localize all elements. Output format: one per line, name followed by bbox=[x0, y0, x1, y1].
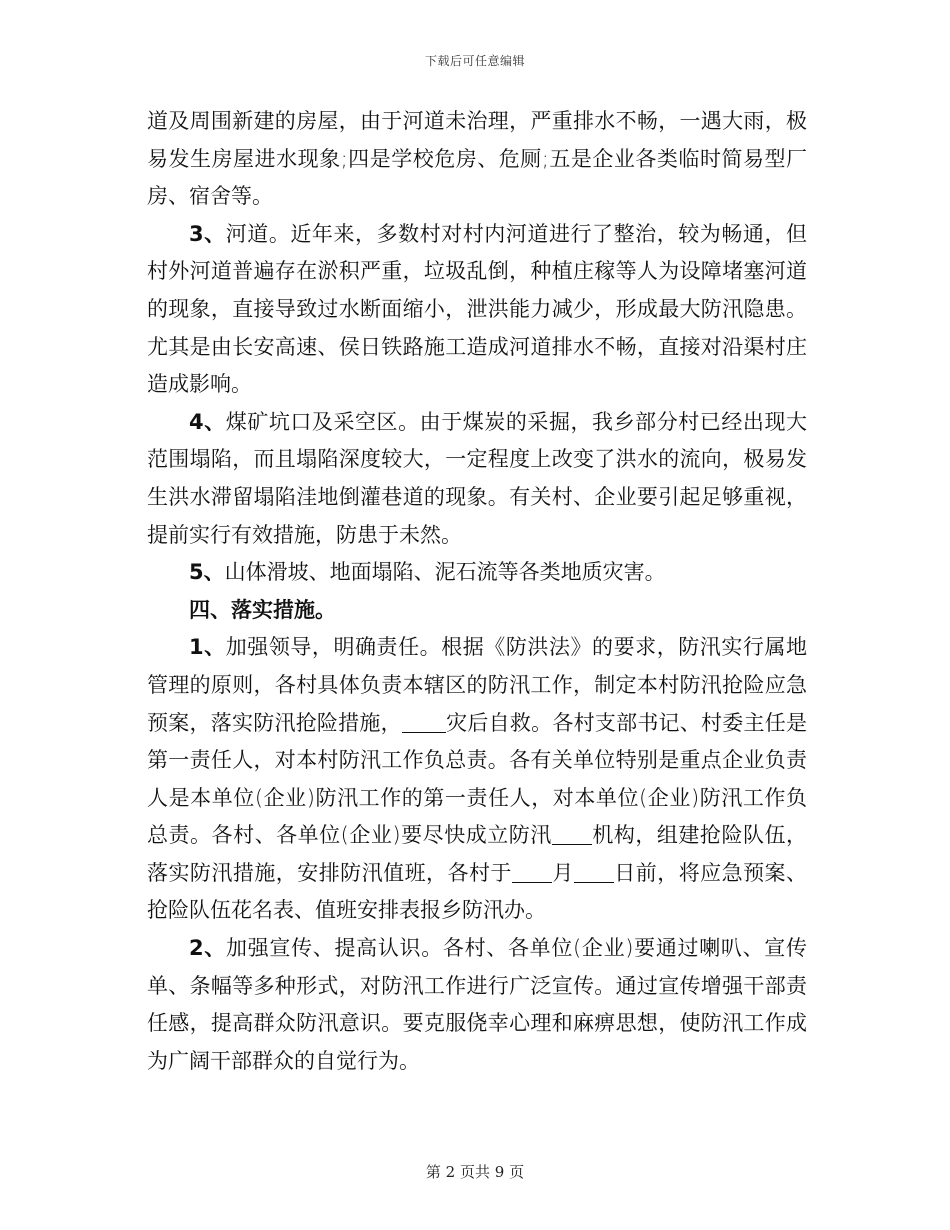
paragraph-geological-hazards bbox=[147, 554, 807, 592]
paragraph-rivers bbox=[147, 216, 807, 404]
fill-in-blank bbox=[574, 861, 614, 883]
item-number: 3、 bbox=[189, 221, 226, 246]
paragraph-leadership bbox=[147, 629, 807, 930]
document-body bbox=[147, 103, 807, 1080]
paragraph-text: 山体滑坡、地面塌陷、泥石流等各类地质灾害。 bbox=[224, 560, 666, 585]
paragraph-text: 机构，组建抢险队伍，落实防汛措施，安排防汛值班，各村于 bbox=[147, 823, 807, 885]
fill-in-blank bbox=[552, 823, 592, 845]
paragraph-text: 加强领导，明确责任。根据《防洪法》的要求，防汛实行属地管理的原则，各村具体负责本辖区的防汛工作，制定本村防汛抢险应急预案，落实防汛抢险措施， bbox=[147, 635, 807, 735]
item-number: 4、 bbox=[189, 409, 226, 434]
item-number: 1、 bbox=[189, 635, 226, 660]
page-number: 第 2 页共 9 页 bbox=[425, 1163, 525, 1181]
paragraph-publicity bbox=[147, 930, 807, 1080]
item-number: 2、 bbox=[189, 936, 226, 961]
item-number: 5、 bbox=[189, 560, 225, 585]
section-heading: 四、落实措施。 bbox=[189, 597, 336, 622]
paragraph-text: 月 bbox=[551, 860, 574, 885]
paragraph-text: 河道。近年来，多数村对村内河道进行了整治，较为畅通，但村外河道普遍存在淤积严重，垃圾乱倒，种植庄稼等人为设障堵塞河道的现象，直接导致过水断面缩小，泄洪能力减少，形成最大防汛隐患。尤其是由长安高速、侯日铁路施工造成河道排水不畅，直接对沿渠村庄造成影响。 bbox=[147, 221, 807, 397]
paragraph-continuation: 道及周围新建的房屋，由于河道未治理，严重排水不畅，一遇大雨，极易发生房屋进水现象;四是学校危房、危厕;五是企业各类临时简易型厂房、宿舍等。 bbox=[147, 109, 807, 209]
paragraph-text: 日前，将应急预案、抢险队伍花名表、值班安排表报乡防汛办。 bbox=[147, 860, 808, 923]
paragraph-text: 煤矿坑口及采空区。由于煤炭的采掘，我乡部分村已经出现大范围塌陷，而且塌陷深度较大，一定程度上改变了洪水的流向，极易发生洪水滞留塌陷洼地倒灌巷道的现象。有关村、企业要引起足够重视，提前实行有效措施，防患于未然。 bbox=[147, 409, 807, 547]
paragraph-text: 加强宣传、提高认识。各村、各单位(企业)要通过喇叭、宣传单、条幅等多种形式，对防汛工作进行广泛宣传。通过宣传增强干部责任感，提高群众防汛意识。要克服侥幸心理和麻痹思想，使防汛工作成为广阔干部群众的自觉行为。 bbox=[147, 936, 807, 1073]
fill-in-blank bbox=[402, 711, 446, 733]
paragraph-text: 灾后自救。各村支部书记、村委主任是第一责任人，对本村防汛工作负总责。各有关单位特别是重点企业负责人是本单位(企业)防汛工作的第一责任人，对本单位(企业)防汛工作负总责。各村、各单位(企业)要尽快成立防汛 bbox=[147, 710, 808, 848]
fill-in-blank bbox=[512, 861, 552, 883]
paragraph-coal-mines bbox=[147, 404, 807, 554]
header-note: 下载后可任意编辑 bbox=[424, 54, 525, 68]
